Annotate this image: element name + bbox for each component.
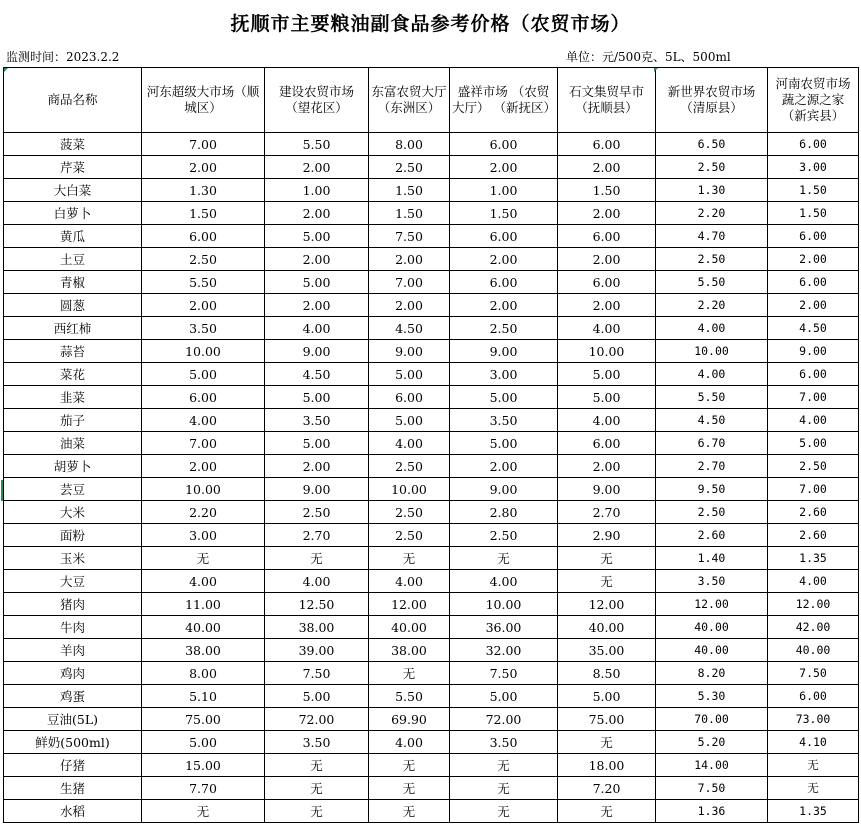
price-cell[interactable]: 2.50 <box>656 248 768 271</box>
price-cell[interactable]: 无 <box>142 547 265 570</box>
column-header[interactable]: 东富农贸大厅（东洲区） <box>369 68 450 133</box>
table-row <box>4 409 859 432</box>
price-cell[interactable]: 5.00 <box>558 363 656 386</box>
price-cell[interactable]: 4.50 <box>369 317 450 340</box>
price-cell[interactable]: 6.00 <box>450 225 558 248</box>
table-row <box>4 501 859 524</box>
table-row <box>4 363 859 386</box>
product-name-cell[interactable]: 水稻 <box>4 800 142 823</box>
price-cell[interactable]: 7.20 <box>558 777 656 800</box>
price-cell[interactable]: 2.70 <box>265 524 369 547</box>
price-cell[interactable]: 5.30 <box>656 685 768 708</box>
price-cell[interactable]: 1.00 <box>450 179 558 202</box>
cell-comment-marker <box>4 68 8 72</box>
price-cell[interactable]: 2.50 <box>369 455 450 478</box>
price-cell[interactable]: 2.20 <box>142 501 265 524</box>
price-cell[interactable]: 6.00 <box>450 271 558 294</box>
price-cell[interactable]: 4.00 <box>265 317 369 340</box>
price-cell[interactable]: 4.00 <box>369 432 450 455</box>
price-cell[interactable]: 40.00 <box>656 616 768 639</box>
price-cell[interactable]: 无 <box>558 547 656 570</box>
table-row <box>4 616 859 639</box>
product-name-cell[interactable]: 鸡蛋 <box>4 685 142 708</box>
price-cell[interactable]: 2.50 <box>450 317 558 340</box>
price-cell[interactable]: 2.50 <box>768 455 859 478</box>
price-cell[interactable]: 无 <box>768 777 859 800</box>
table-row <box>4 662 859 685</box>
price-cell[interactable]: 1.50 <box>558 179 656 202</box>
table-row <box>4 593 859 616</box>
column-header[interactable]: 河东超级大市场（顺城区） <box>142 68 265 133</box>
price-cell[interactable]: 8.00 <box>369 133 450 156</box>
price-cell[interactable]: 2.00 <box>450 294 558 317</box>
product-name-cell[interactable]: 仔猪 <box>4 754 142 777</box>
price-cell[interactable]: 5.50 <box>142 271 265 294</box>
row-selection-marker <box>1 480 3 501</box>
price-cell[interactable]: 40.00 <box>369 616 450 639</box>
price-cell[interactable]: 5.50 <box>656 386 768 409</box>
table-row <box>4 455 859 478</box>
price-cell[interactable]: 无 <box>369 662 450 685</box>
price-cell[interactable]: 18.00 <box>558 754 656 777</box>
table-row <box>4 800 859 823</box>
price-cell[interactable]: 2.70 <box>656 455 768 478</box>
price-cell[interactable]: 2.60 <box>768 501 859 524</box>
price-cell[interactable]: 1.40 <box>656 547 768 570</box>
price-cell[interactable]: 无 <box>558 800 656 823</box>
table-row <box>4 754 859 777</box>
price-cell[interactable]: 无 <box>558 570 656 593</box>
price-cell[interactable]: 3.00 <box>450 363 558 386</box>
product-name-cell[interactable]: 菠菜 <box>4 133 142 156</box>
price-cell[interactable]: 9.00 <box>450 340 558 363</box>
price-cell[interactable]: 1.35 <box>768 800 859 823</box>
price-cell[interactable]: 4.00 <box>450 570 558 593</box>
product-name-cell[interactable]: 黄瓜 <box>4 225 142 248</box>
price-cell[interactable]: 5.00 <box>768 432 859 455</box>
price-cell[interactable]: 1.50 <box>768 202 859 225</box>
price-cell[interactable]: 7.50 <box>768 662 859 685</box>
table-row <box>4 777 859 800</box>
price-cell[interactable]: 5.00 <box>369 409 450 432</box>
price-cell[interactable]: 2.60 <box>656 524 768 547</box>
price-cell[interactable]: 4.00 <box>265 570 369 593</box>
price-cell[interactable]: 7.00 <box>369 271 450 294</box>
price-cell[interactable]: 7.00 <box>768 386 859 409</box>
price-cell[interactable]: 4.00 <box>768 409 859 432</box>
price-cell[interactable]: 无 <box>768 754 859 777</box>
price-cell[interactable]: 无 <box>450 547 558 570</box>
price-cell[interactable]: 5.50 <box>656 271 768 294</box>
product-name-cell[interactable]: 大豆 <box>4 570 142 593</box>
product-name-cell[interactable]: 菜花 <box>4 363 142 386</box>
price-cell[interactable]: 无 <box>450 800 558 823</box>
price-cell[interactable]: 无 <box>369 754 450 777</box>
product-name-cell[interactable]: 大米 <box>4 501 142 524</box>
price-cell[interactable]: 38.00 <box>369 639 450 662</box>
table-row <box>4 639 859 662</box>
price-cell[interactable]: 12.00 <box>369 593 450 616</box>
product-name-cell[interactable]: 大白菜 <box>4 179 142 202</box>
price-cell[interactable]: 12.00 <box>558 593 656 616</box>
price-cell[interactable]: 1.36 <box>656 800 768 823</box>
product-name-cell[interactable]: 土豆 <box>4 248 142 271</box>
price-cell[interactable]: 32.00 <box>450 639 558 662</box>
price-cell[interactable]: 10.00 <box>558 340 656 363</box>
price-cell[interactable]: 2.50 <box>265 501 369 524</box>
price-cell[interactable]: 2.20 <box>656 202 768 225</box>
price-cell[interactable]: 6.00 <box>142 386 265 409</box>
product-name-cell[interactable]: 生猪 <box>4 777 142 800</box>
price-cell[interactable]: 8.50 <box>558 662 656 685</box>
price-cell[interactable]: 5.00 <box>265 225 369 248</box>
price-cell[interactable]: 1.00 <box>265 179 369 202</box>
price-cell[interactable]: 无 <box>265 754 369 777</box>
price-cell[interactable]: 2.90 <box>558 524 656 547</box>
price-cell[interactable]: 42.00 <box>768 616 859 639</box>
price-cell[interactable]: 2.60 <box>768 524 859 547</box>
price-cell[interactable]: 7.00 <box>142 133 265 156</box>
table-row <box>4 179 859 202</box>
price-cell[interactable]: 2.50 <box>450 524 558 547</box>
price-cell[interactable]: 5.00 <box>265 386 369 409</box>
product-name-cell[interactable]: 白萝卜 <box>4 202 142 225</box>
price-cell[interactable]: 5.00 <box>450 685 558 708</box>
price-cell[interactable]: 6.00 <box>369 386 450 409</box>
price-cell[interactable]: 2.00 <box>265 156 369 179</box>
column-header[interactable]: 新世界农贸市场（清原县） <box>656 68 768 133</box>
price-cell[interactable]: 3.50 <box>450 731 558 754</box>
column-header[interactable]: 盛祥市场 （农贸大厅） （新抚区） <box>450 68 558 133</box>
price-cell[interactable]: 10.00 <box>142 478 265 501</box>
price-cell[interactable]: 6.00 <box>768 363 859 386</box>
price-cell[interactable]: 9.00 <box>768 340 859 363</box>
price-cell[interactable]: 2.70 <box>558 501 656 524</box>
price-cell[interactable]: 36.00 <box>450 616 558 639</box>
price-cell[interactable]: 4.00 <box>656 363 768 386</box>
price-cell[interactable]: 5.10 <box>142 685 265 708</box>
product-name-cell[interactable]: 面粉 <box>4 524 142 547</box>
price-cell[interactable]: 6.00 <box>142 225 265 248</box>
price-cell[interactable]: 40.00 <box>768 639 859 662</box>
price-cell[interactable]: 9.00 <box>265 340 369 363</box>
price-cell[interactable]: 6.00 <box>558 432 656 455</box>
price-cell[interactable]: 无 <box>265 547 369 570</box>
price-cell[interactable]: 1.35 <box>768 547 859 570</box>
table-row <box>4 340 859 363</box>
price-cell[interactable]: 4.00 <box>768 570 859 593</box>
price-cell[interactable]: 无 <box>369 547 450 570</box>
price-cell[interactable]: 1.50 <box>768 179 859 202</box>
price-cell[interactable]: 2.50 <box>369 524 450 547</box>
price-cell[interactable]: 无 <box>265 777 369 800</box>
table-row <box>4 156 859 179</box>
price-cell[interactable]: 3.50 <box>265 409 369 432</box>
price-cell[interactable]: 1.30 <box>656 179 768 202</box>
price-cell[interactable]: 70.00 <box>656 708 768 731</box>
price-cell[interactable]: 2.00 <box>265 455 369 478</box>
product-name-cell[interactable]: 鲜奶(500ml) <box>4 731 142 754</box>
price-cell[interactable]: 10.00 <box>656 340 768 363</box>
price-cell[interactable]: 39.00 <box>265 639 369 662</box>
table-row <box>4 570 859 593</box>
price-cell[interactable]: 3.00 <box>142 524 265 547</box>
price-cell[interactable]: 38.00 <box>142 639 265 662</box>
price-cell[interactable]: 6.00 <box>450 133 558 156</box>
table-row <box>4 708 859 731</box>
price-table <box>3 67 859 823</box>
column-header[interactable]: 石文集贸早市（抚顺县） <box>558 68 656 133</box>
table-row <box>4 202 859 225</box>
price-cell[interactable]: 2.00 <box>558 156 656 179</box>
price-cell[interactable]: 5.00 <box>265 432 369 455</box>
price-cell[interactable]: 4.50 <box>656 409 768 432</box>
price-cell[interactable]: 7.70 <box>142 777 265 800</box>
product-name-cell[interactable]: 茄子 <box>4 409 142 432</box>
column-header[interactable]: 商品名称 <box>4 68 142 133</box>
price-cell[interactable]: 2.00 <box>768 248 859 271</box>
price-cell[interactable]: 2.00 <box>369 294 450 317</box>
price-cell[interactable]: 4.00 <box>656 317 768 340</box>
monitor-time: 监测时间：2023.2.2 <box>6 49 120 64</box>
table-row <box>4 248 859 271</box>
price-cell[interactable]: 72.00 <box>265 708 369 731</box>
product-name-cell[interactable]: 胡萝卜 <box>4 455 142 478</box>
product-name-cell[interactable]: 油菜 <box>4 432 142 455</box>
price-cell[interactable]: 4.00 <box>369 731 450 754</box>
product-name-cell[interactable]: 猪肉 <box>4 593 142 616</box>
table-row <box>4 478 859 501</box>
price-cell[interactable]: 2.00 <box>142 455 265 478</box>
price-cell[interactable]: 5.00 <box>265 271 369 294</box>
column-header[interactable]: 建设农贸市场（望花区） <box>265 68 369 133</box>
price-cell[interactable]: 2.00 <box>450 455 558 478</box>
price-cell[interactable]: 2.50 <box>656 501 768 524</box>
column-header[interactable]: 河南农贸市场蔬之源之家（新宾县） <box>768 68 859 133</box>
price-cell[interactable]: 10.00 <box>369 478 450 501</box>
price-cell[interactable]: 3.50 <box>265 731 369 754</box>
product-name-cell[interactable]: 芸豆 <box>4 478 142 501</box>
price-cell[interactable]: 69.90 <box>369 708 450 731</box>
price-cell[interactable]: 6.00 <box>768 133 859 156</box>
price-cell[interactable]: 8.00 <box>142 662 265 685</box>
price-cell[interactable]: 2.00 <box>450 156 558 179</box>
price-cell[interactable]: 7.00 <box>768 478 859 501</box>
price-cell[interactable]: 73.00 <box>768 708 859 731</box>
price-cell[interactable]: 12.50 <box>265 593 369 616</box>
price-cell[interactable]: 2.50 <box>142 248 265 271</box>
price-cell[interactable]: 3.50 <box>656 570 768 593</box>
price-cell[interactable]: 4.00 <box>142 570 265 593</box>
cell-comment-marker <box>654 68 658 72</box>
price-cell[interactable]: 40.00 <box>142 616 265 639</box>
price-cell[interactable]: 8.20 <box>656 662 768 685</box>
price-cell[interactable]: 40.00 <box>558 616 656 639</box>
price-cell[interactable]: 2.50 <box>656 156 768 179</box>
price-cell[interactable]: 14.00 <box>656 754 768 777</box>
table-row <box>4 271 859 294</box>
price-cell[interactable]: 7.50 <box>450 662 558 685</box>
price-cell[interactable]: 5.00 <box>450 386 558 409</box>
price-cell[interactable]: 38.00 <box>265 616 369 639</box>
price-cell[interactable]: 4.50 <box>768 317 859 340</box>
table-row <box>4 317 859 340</box>
price-cell[interactable]: 4.00 <box>369 570 450 593</box>
price-cell[interactable]: 3.50 <box>142 317 265 340</box>
price-cell[interactable]: 6.00 <box>768 271 859 294</box>
price-cell[interactable]: 9.50 <box>656 478 768 501</box>
table-row <box>4 731 859 754</box>
product-name-cell[interactable]: 圆葱 <box>4 294 142 317</box>
price-cell[interactable]: 无 <box>369 800 450 823</box>
price-cell[interactable]: 7.00 <box>142 432 265 455</box>
price-cell[interactable]: 2.00 <box>558 294 656 317</box>
price-cell[interactable]: 4.70 <box>656 225 768 248</box>
price-cell[interactable]: 72.00 <box>450 708 558 731</box>
price-cell[interactable]: 5.00 <box>142 731 265 754</box>
price-cell[interactable]: 无 <box>450 754 558 777</box>
price-cell[interactable]: 2.00 <box>265 248 369 271</box>
price-cell[interactable]: 6.00 <box>558 133 656 156</box>
product-name-cell[interactable]: 西红柿 <box>4 317 142 340</box>
price-cell[interactable]: 5.50 <box>265 133 369 156</box>
product-name-cell[interactable]: 牛肉 <box>4 616 142 639</box>
page-title: 抚顺市主要粮油副食品参考价格（农贸市场） <box>230 13 631 35</box>
price-cell[interactable]: 7.50 <box>265 662 369 685</box>
table-row <box>4 524 859 547</box>
price-cell[interactable]: 12.00 <box>768 593 859 616</box>
price-cell[interactable]: 7.50 <box>656 777 768 800</box>
price-cell[interactable]: 2.00 <box>768 294 859 317</box>
price-table-body <box>4 133 859 823</box>
price-cell[interactable]: 10.00 <box>142 340 265 363</box>
price-cell[interactable]: 5.00 <box>450 432 558 455</box>
price-cell[interactable]: 4.00 <box>558 409 656 432</box>
price-cell[interactable]: 6.00 <box>558 271 656 294</box>
price-cell[interactable]: 1.50 <box>450 202 558 225</box>
price-cell[interactable]: 9.00 <box>265 478 369 501</box>
price-cell[interactable]: 无 <box>369 777 450 800</box>
price-cell[interactable]: 5.00 <box>558 685 656 708</box>
price-cell[interactable]: 6.50 <box>656 133 768 156</box>
price-cell[interactable]: 无 <box>558 731 656 754</box>
product-name-cell[interactable]: 鸡肉 <box>4 662 142 685</box>
price-cell[interactable]: 4.50 <box>265 363 369 386</box>
price-cell[interactable]: 3.50 <box>450 409 558 432</box>
price-cell[interactable]: 2.00 <box>369 248 450 271</box>
header-row <box>4 68 859 133</box>
table-row <box>4 547 859 570</box>
price-cell[interactable]: 9.00 <box>450 478 558 501</box>
price-cell[interactable]: 2.00 <box>558 455 656 478</box>
price-cell[interactable]: 无 <box>142 800 265 823</box>
price-cell[interactable]: 4.00 <box>142 409 265 432</box>
table-row <box>4 133 859 156</box>
price-cell[interactable]: 5.00 <box>558 386 656 409</box>
price-cell[interactable]: 6.00 <box>768 225 859 248</box>
price-cell[interactable]: 2.50 <box>369 156 450 179</box>
price-cell[interactable]: 9.00 <box>558 478 656 501</box>
table-row <box>4 294 859 317</box>
price-cell[interactable]: 1.50 <box>369 202 450 225</box>
price-cell[interactable]: 2.00 <box>142 156 265 179</box>
table-row <box>4 685 859 708</box>
price-cell[interactable]: 11.00 <box>142 593 265 616</box>
table-row <box>4 386 859 409</box>
price-cell[interactable]: 5.50 <box>369 685 450 708</box>
price-cell[interactable]: 1.50 <box>369 179 450 202</box>
price-cell[interactable]: 7.50 <box>369 225 450 248</box>
product-name-cell[interactable]: 豆油(5L) <box>4 708 142 731</box>
price-cell[interactable]: 2.50 <box>369 501 450 524</box>
price-cell[interactable]: 1.30 <box>142 179 265 202</box>
price-cell[interactable]: 6.00 <box>768 685 859 708</box>
price-cell[interactable]: 2.00 <box>265 294 369 317</box>
product-name-cell[interactable]: 蒜苔 <box>4 340 142 363</box>
price-cell[interactable]: 35.00 <box>558 639 656 662</box>
price-cell[interactable]: 75.00 <box>558 708 656 731</box>
price-cell[interactable]: 4.10 <box>768 731 859 754</box>
price-cell[interactable]: 6.00 <box>558 225 656 248</box>
product-name-cell[interactable]: 羊肉 <box>4 639 142 662</box>
price-cell[interactable]: 2.00 <box>450 248 558 271</box>
price-cell[interactable]: 75.00 <box>142 708 265 731</box>
price-cell[interactable]: 4.00 <box>558 317 656 340</box>
product-name-cell[interactable]: 青椒 <box>4 271 142 294</box>
price-cell[interactable]: 2.00 <box>142 294 265 317</box>
price-cell[interactable]: 40.00 <box>656 639 768 662</box>
price-cell[interactable]: 5.00 <box>265 685 369 708</box>
price-cell[interactable]: 无 <box>265 800 369 823</box>
price-cell[interactable]: 2.00 <box>265 202 369 225</box>
product-name-cell[interactable]: 韭菜 <box>4 386 142 409</box>
price-cell[interactable]: 10.00 <box>450 593 558 616</box>
price-cell[interactable]: 5.20 <box>656 731 768 754</box>
price-cell[interactable]: 15.00 <box>142 754 265 777</box>
price-cell[interactable]: 2.80 <box>450 501 558 524</box>
price-cell[interactable]: 2.00 <box>558 248 656 271</box>
price-cell[interactable]: 5.00 <box>369 363 450 386</box>
price-cell[interactable]: 1.50 <box>142 202 265 225</box>
price-cell[interactable]: 9.00 <box>369 340 450 363</box>
price-cell[interactable]: 2.20 <box>656 294 768 317</box>
product-name-cell[interactable]: 玉米 <box>4 547 142 570</box>
price-cell[interactable]: 6.70 <box>656 432 768 455</box>
price-cell[interactable]: 无 <box>450 777 558 800</box>
price-cell[interactable]: 12.00 <box>656 593 768 616</box>
table-row <box>4 432 859 455</box>
unit-label: 单位：元/500克、5L、500ml <box>566 49 731 64</box>
price-cell[interactable]: 3.00 <box>768 156 859 179</box>
price-cell[interactable]: 2.00 <box>558 202 656 225</box>
product-name-cell[interactable]: 芹菜 <box>4 156 142 179</box>
table-row <box>4 225 859 248</box>
price-cell[interactable]: 5.00 <box>142 363 265 386</box>
